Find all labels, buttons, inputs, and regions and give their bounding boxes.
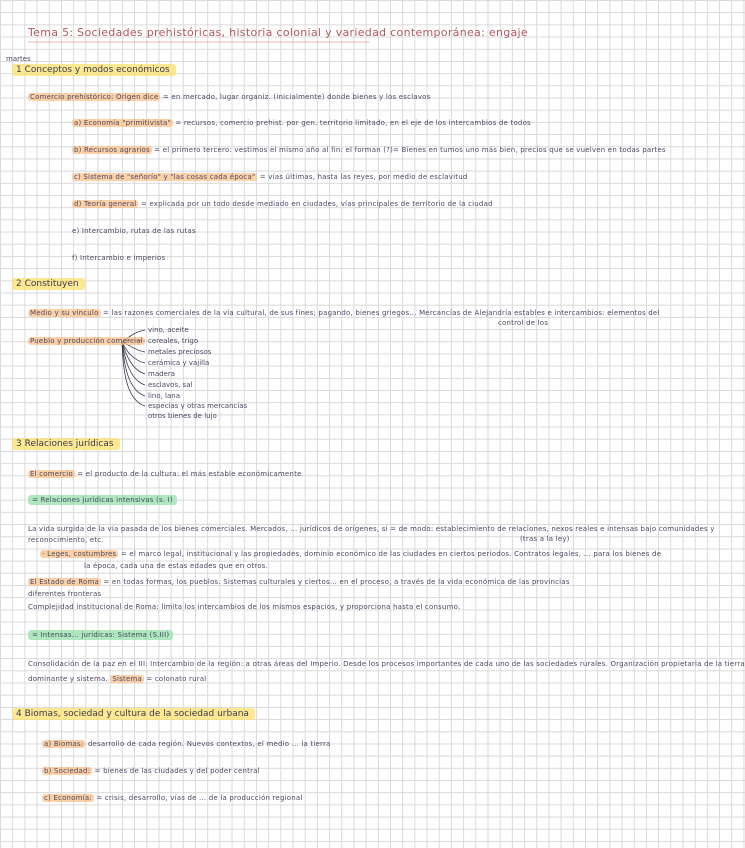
section-1-item-f: f) Intercambio e imperios (72, 254, 166, 262)
section-2-heading: 2 Constituyen (12, 278, 85, 290)
section-3-paragraph-1-note: (tras a la ley) (520, 535, 570, 543)
branch-item-4: cerámica y vajilla (148, 359, 210, 367)
section-3-paragraph-1: La vida surgida de la vía pasada de los bienes comerciales. Mercados, ... jurídicos de orígenes, si = de modo: establecimiento de relaciones, nexos reales e intensas bajo comunidades y (28, 525, 715, 533)
section-2-line-1-cont: control de los (498, 319, 549, 327)
branch-item-3: metales preciosos (148, 348, 212, 356)
branch-item-2: cereales, trigo (148, 337, 199, 345)
section-1-intro: Comercio prehistórico: Origen dice = en mercado, lugar organiz. (inicialmente) donde bienes y los esclavos (30, 93, 431, 101)
section-1-item-c: c) Sistema de "señorío" y "las cosas cada época" = vías últimas, hasta las reyes, por medio de esclavitud (74, 173, 468, 181)
section-4-heading: 4 Biomas, sociedad y cultura de la sociedad urbana (12, 708, 255, 720)
section-3-bullet-1: - Leges, costumbres = el marco legal, institucional y las propiedades, dominio económico de las ciudades en ciertos periodos. Contratos legales, ... para los bienes de (42, 550, 662, 558)
section-2-line-1: Medio y su vínculo = las razones comerciales de la vía cultural, de sus fines; pagando, bienes griegos... Mercancías de Alejandría estables e intercambios: elementos del (30, 309, 660, 317)
section-4-item-b: b) Sociedad: = bienes de las ciudades y del poder central (44, 767, 260, 775)
corner-note: martes (6, 55, 31, 63)
branch-item-9: otros bienes de lujo (148, 412, 217, 420)
section-3-paragraph-2: Consolidación de la paz en el III: Intercambio de la región: a otras áreas del Imperio. Desde los procesos importantes de cada uno de las sociedades rurales. Organización propietaria de la tierra (28, 660, 745, 668)
section-3-bullet-1b: la época, cada una de estas edades que en otros. (84, 562, 268, 570)
section-1-heading: 1 Conceptos y modos económicos (12, 64, 176, 76)
branch-item-7: lino, lana (148, 392, 181, 400)
section-3-heading: 3 Relaciones jurídicas (12, 438, 120, 450)
section-4-item-a: a) Biomas: desarrollo de cada región. Nuevos contextos, el medio ... la tierra (44, 740, 331, 748)
branch-item-5: madera (148, 370, 176, 378)
section-3-green-heading-2: = Intensas... jurídicas: Sistema (S.III) (28, 630, 173, 640)
section-3-orange-line: El Estado de Roma = en todas formas, los pueblos. Sistemas culturales y ciertos... en el proceso, a través de la vida económica de las provincias (30, 578, 570, 586)
section-3-orange-line-b: diferentes fronteras (28, 590, 102, 598)
section-3-line-c: Complejidad institucional de Roma: limita los intercambios de los mismos espacios, y proporciona hasta el consumo. (28, 603, 461, 611)
section-4-item-c: c) Economía: = crisis, desarrollo, vías de ... de la producción regional (44, 794, 303, 802)
branch-item-8: especias y otras mercancías (148, 402, 248, 410)
section-3-paragraph-2b: dominante y sistema. Sistema = colonato rural (28, 675, 207, 683)
section-1-item-d: d) Teoría general = explicada por un todo desde mediado en ciudades, vías principales de territorio de la ciudad (74, 200, 493, 208)
section-1-item-a: a) Economía "primitivista" = recursos, comercio prehist. por gen. territorio limitado, en el eje de los intercambios de todos (74, 119, 531, 127)
section-1-item-b: b) Recursos agrarios = el primero tercero: vestimos el mismo año al fin: el forman (?)= Bienes en tumos uno más bien, precios que se vuelven en todas partes (74, 146, 666, 154)
section-3-green-heading-1: = Relaciones jurídicas intensivas (s. I) (28, 495, 177, 505)
section-1-item-e: e) Intercambio, rutas de las rutas (72, 227, 196, 235)
section-2-source: Pueblo y producción comercial (30, 337, 143, 345)
branch-item-6: esclavos, sal (148, 381, 193, 389)
section-3-paragraph-1b: reconocimiento, etc. (28, 536, 104, 544)
page-title: Tema 5: Sociedades prehistóricas, historia colonial y variedad contemporánea: engaje (28, 26, 528, 39)
branch-item-1: vino, aceite (148, 326, 189, 334)
section-3-line-1: El comercio = el producto de la cultura: el más estable económicamente (30, 470, 302, 478)
branch-line-7 (122, 342, 145, 396)
